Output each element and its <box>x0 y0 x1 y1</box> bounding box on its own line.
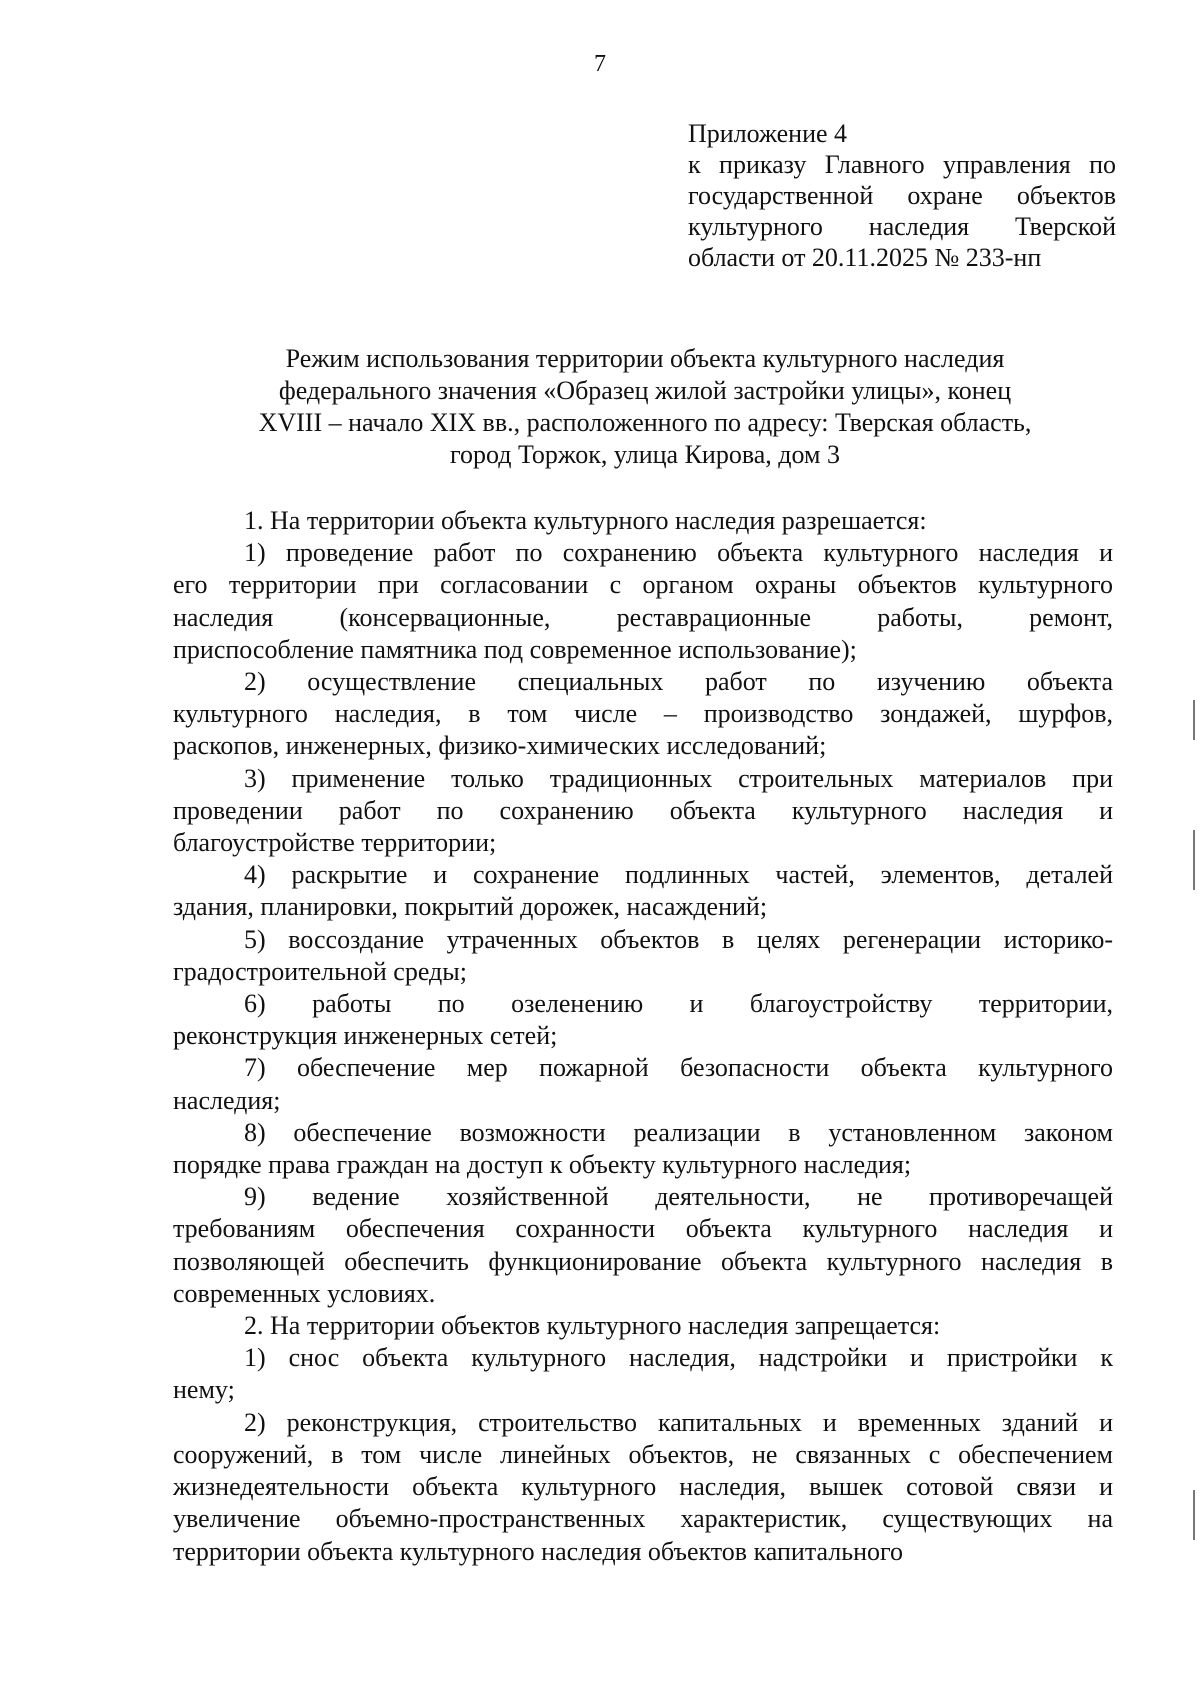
paragraph-line: 5) воссоздание утраченных объектов в целях регенерации историко- <box>244 924 1113 954</box>
paragraph-line: 1) снос объекта культурного наследия, надстройки и пристройки к <box>244 1343 1113 1373</box>
paragraph-line: 2) реконструкция, строительство капитальных и временных зданий и <box>244 1407 1113 1437</box>
paragraph <box>173 1342 1113 1406</box>
paragraph-line: 9) ведение хозяйственной деятельности, не противоречащей <box>244 1182 1113 1212</box>
appendix-line: области от 20.11.2025 № 233-нп <box>688 243 1042 272</box>
paragraph <box>173 1052 1113 1116</box>
paragraph <box>173 763 1113 860</box>
paragraph-line: 7) обеспечение мер пожарной безопасности объекта культурного <box>244 1053 1113 1083</box>
appendix-line: культурного наследия Тверской <box>688 212 1116 241</box>
paragraph-line: проведении работ по сохранению объекта культурного наследия и <box>173 795 1113 825</box>
paragraph <box>173 666 1113 763</box>
paragraph-line: 2) осуществление специальных работ по изучению объекта <box>244 667 1113 697</box>
title-line: город Торжок, улица Кирова, дом 3 <box>450 440 840 469</box>
paragraph-line: сооружений, в том числе линейных объектов, не связанных с обеспечением <box>173 1439 1113 1469</box>
scan-edge-mark <box>1193 830 1195 890</box>
document-body <box>173 505 1113 1568</box>
title-line: XVIII – начало XIX вв., расположенного по адресу: Тверская область, <box>258 408 1032 437</box>
paragraph <box>173 1310 1113 1342</box>
paragraph-line: благоустройстве территории; <box>173 828 497 858</box>
paragraph <box>173 988 1113 1052</box>
paragraph-line: 3) применение только традиционных строительных материалов при <box>244 763 1113 793</box>
paragraph-line: раскопов, инженерных, физико-химических исследований; <box>173 731 827 761</box>
paragraph-line: 6) работы по озеленению и благоустройству территории, <box>244 989 1113 1019</box>
paragraph-line: 8) обеспечение возможности реализации в установленном законом <box>244 1117 1113 1147</box>
paragraph-line: 1. На территории объекта культурного наследия разрешается: <box>244 506 927 535</box>
paragraph-line: территории объекта культурного наследия объектов капитального <box>173 1536 904 1566</box>
paragraph-line: реконструкция инженерных сетей; <box>173 1021 558 1051</box>
appendix-header <box>688 118 1116 273</box>
paragraph <box>173 537 1113 666</box>
paragraph-line: 4) раскрытие и сохранение подлинных частей, элементов, деталей <box>244 860 1113 890</box>
title-line: федерального значения «Образец жилой застройки улицы», конец <box>278 376 1012 405</box>
paragraph-line: культурного наследия, в том числе – производство зондажей, шурфов, <box>173 699 1113 729</box>
paragraph-line: требованиям обеспечения сохранности объекта культурного наследия и <box>173 1214 1113 1244</box>
paragraph-line: порядке права граждан на доступ к объекту культурного наследия; <box>173 1150 912 1180</box>
paragraph <box>173 859 1113 923</box>
paragraph-line: наследия (консервационные, реставрационные работы, ремонт, <box>173 602 1113 632</box>
paragraph-line: современных условиях. <box>173 1278 436 1308</box>
scan-edge-mark <box>1193 1490 1195 1540</box>
paragraph <box>173 505 1113 537</box>
paragraph-line: нему; <box>173 1375 235 1405</box>
paragraph <box>173 924 1113 988</box>
paragraph-line: увеличение объемно-пространственных характеристик, существующих на <box>173 1504 1113 1534</box>
paragraph-line: приспособление памятника под современное использование); <box>173 634 857 664</box>
paragraph <box>173 1407 1113 1568</box>
paragraph-line: позволяющей обеспечить функционирование объекта культурного наследия в <box>173 1246 1113 1276</box>
paragraph-line: здания, планировки, покрытий дорожек, насаждений; <box>173 892 768 922</box>
paragraph-line: его территории при согласовании с органом охраны объектов культурного <box>173 570 1113 600</box>
paragraph-line: наследия; <box>173 1085 281 1115</box>
scan-edge-mark <box>1193 700 1195 740</box>
title-line: Режим использования территории объекта культурного наследия <box>285 344 1005 373</box>
paragraph-line: градостроительной среды; <box>173 956 467 986</box>
paragraph <box>173 1181 1113 1310</box>
paragraph-line: 2. На территории объектов культурного наследия запрещается: <box>244 1311 941 1341</box>
paragraph-line: жизнедеятельности объекта культурного наследия, вышек сотовой связи и <box>173 1472 1113 1502</box>
paragraph <box>173 1117 1113 1181</box>
appendix-line: государственной охране объектов <box>688 181 1116 210</box>
paragraph-line: 1) проведение работ по сохранению объекта культурного наследия и <box>244 538 1113 568</box>
appendix-line: Приложение 4 <box>688 119 848 148</box>
page-number: 7 <box>594 51 606 77</box>
document-title <box>150 343 1140 471</box>
appendix-line: к приказу Главного управления по <box>688 150 1116 179</box>
